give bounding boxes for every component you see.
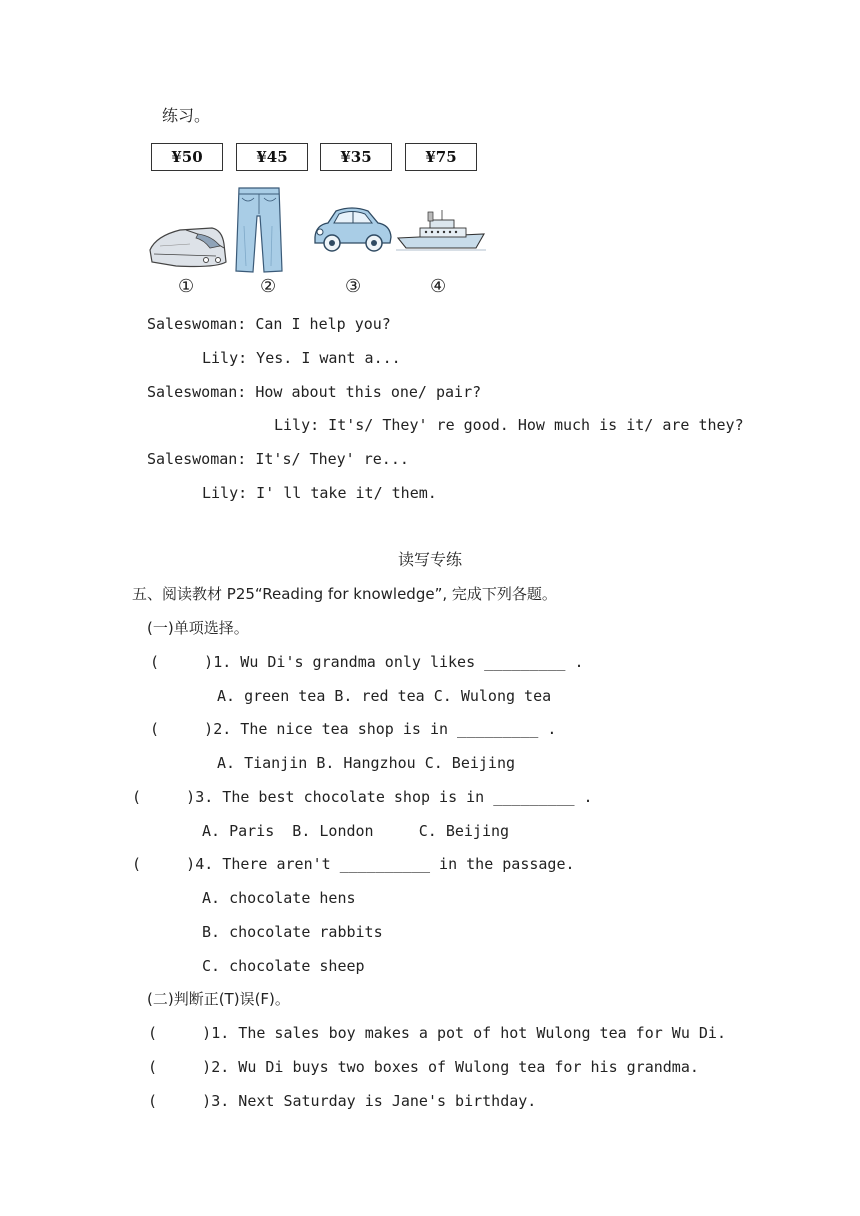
tf-question-3: ( )3. Next Saturday is Jane's birthday. bbox=[148, 1092, 537, 1110]
car-picture bbox=[312, 205, 394, 253]
mc-option-4b: B. chocolate rabbits bbox=[202, 923, 383, 941]
picture-number-4: ④ bbox=[430, 276, 447, 297]
dialogue-line: Lily: Yes. I want a... bbox=[202, 349, 401, 367]
mc-question-4: ( )4. There aren't __________ in the passage. bbox=[132, 855, 575, 873]
train-picture bbox=[146, 222, 230, 272]
mc-question-3: ( )3. The best chocolate shop is in _________ . bbox=[132, 788, 593, 806]
mc-option-4a: A. chocolate hens bbox=[202, 889, 356, 907]
mc-options-2: A. Tianjin B. Hangzhou C. Beijing bbox=[217, 754, 516, 772]
tf-question-2: ( )2. Wu Di buys two boxes of Wulong tea for his grandma. bbox=[148, 1058, 699, 1076]
intro-text: 练习。 bbox=[162, 106, 211, 125]
price-tag-3: ¥35 bbox=[320, 143, 392, 171]
price-tag-1: ¥50 bbox=[151, 143, 223, 171]
dialogue-line: Saleswoman: Can I help you? bbox=[147, 315, 391, 333]
price-tag-2: ¥45 bbox=[236, 143, 308, 171]
task-heading: 五、阅读教材 P25“Reading for knowledge”, 完成下列各题。 bbox=[132, 585, 557, 603]
jeans-picture bbox=[234, 186, 284, 274]
part1-title: (一)单项选择。 bbox=[147, 619, 249, 637]
section-title: 读写专练 bbox=[398, 550, 463, 569]
mc-options-1: A. green tea B. red tea C. Wulong tea bbox=[217, 687, 552, 705]
mc-options-3: A. Paris B. London C. Beijing bbox=[202, 822, 510, 840]
picture-number-1: ① bbox=[178, 276, 195, 297]
tf-question-1: ( )1. The sales boy makes a pot of hot Wulong tea for Wu Di. bbox=[148, 1024, 726, 1042]
mc-option-4c: C. chocolate sheep bbox=[202, 957, 365, 975]
part2-title: (二)判断正(T)误(F)。 bbox=[147, 990, 290, 1008]
ship-picture bbox=[396, 210, 486, 252]
dialogue-line: Saleswoman: How about this one/ pair? bbox=[147, 383, 482, 401]
picture-number-3: ③ bbox=[345, 276, 362, 297]
picture-number-2: ② bbox=[260, 276, 277, 297]
dialogue-line: Lily: It's/ They' re good. How much is it/ are they? bbox=[274, 416, 744, 434]
dialogue-line: Saleswoman: It's/ They' re... bbox=[147, 450, 409, 468]
mc-question-2: ( )2. The nice tea shop is in _________ . bbox=[150, 720, 557, 738]
mc-question-1: ( )1. Wu Di's grandma only likes _________ . bbox=[150, 653, 584, 671]
price-tag-4: ¥75 bbox=[405, 143, 477, 171]
dialogue-line: Lily: I' ll take it/ them. bbox=[202, 484, 437, 502]
